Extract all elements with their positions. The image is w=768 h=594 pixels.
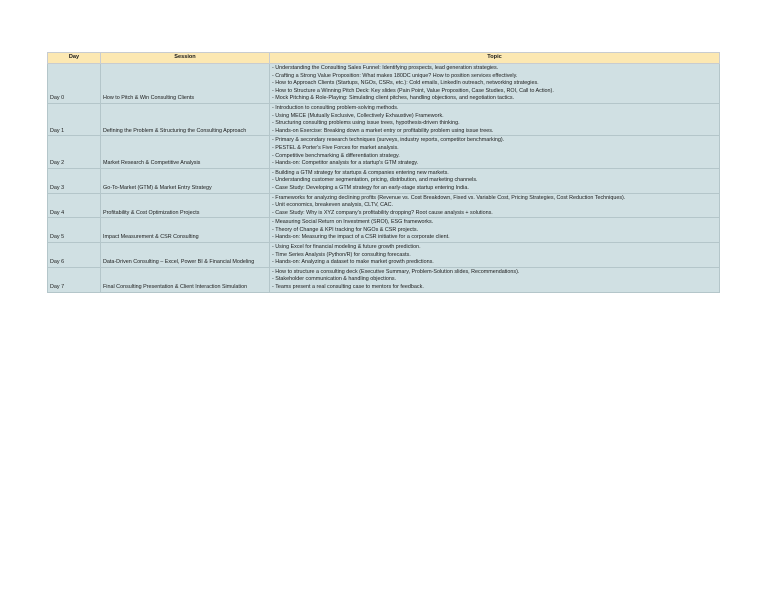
topic-line: - Case Study: Why is XYZ company's profitability dropping? Root cause analysis + solutions. <box>272 209 493 216</box>
session-cell[interactable]: Go-To-Market (GTM) & Market Entry Strategy <box>101 168 270 193</box>
topic-cell[interactable] <box>270 103 720 135</box>
topic-line: - Hands-on: Analyzing a dataset to make market growth predictions. <box>272 259 434 266</box>
session-cell[interactable]: Market Research & Competitive Analysis <box>101 136 270 168</box>
topic-line: - Hands-on: Measuring the impact of a CSR initiative for a corporate client. <box>272 234 450 241</box>
topic-cell[interactable] <box>270 64 720 104</box>
topic-cell[interactable] <box>270 267 720 292</box>
table-row <box>48 103 720 135</box>
topic-line: - Time Series Analysis (Python/R) for consulting forecasts. <box>272 251 411 258</box>
table-body <box>48 64 720 293</box>
day-cell[interactable]: Day 4 <box>48 193 101 218</box>
session-cell[interactable]: Profitability & Cost Optimization Projects <box>101 193 270 218</box>
topic-line: - Using MECE (Mutually Exclusive, Collectively Exhaustive) Framework. <box>272 112 444 119</box>
topic-line: - Frameworks for analyzing declining profits (Revenue vs. Cost Breakdown, Fixed vs. Variable Cost, Pricing Strategies, Cost Reduction Techniques). <box>272 194 626 201</box>
topic-cell[interactable] <box>270 243 720 268</box>
topic-cell[interactable] <box>270 136 720 168</box>
topic-cell[interactable] <box>270 218 720 243</box>
topic-line: - Using Excel for financial modeling & future growth prediction. <box>272 244 421 251</box>
session-cell[interactable]: How to Pitch & Win Consulting Clients <box>101 64 270 104</box>
day-cell[interactable]: Day 5 <box>48 218 101 243</box>
table-row <box>48 243 720 268</box>
topic-line: - Competitive benchmarking & differentiation strategy. <box>272 152 400 159</box>
session-cell[interactable]: Impact Measurement & CSR Consulting <box>101 218 270 243</box>
topic-line: - How to Approach Clients (Startups, NGOs, CSRs, etc.): Cold emails, LinkedIn outreach, networking strategies. <box>272 80 539 87</box>
day-cell[interactable]: Day 7 <box>48 267 101 292</box>
header-session[interactable]: Session <box>101 53 270 64</box>
schedule-table <box>47 52 720 293</box>
topic-cell[interactable] <box>270 168 720 193</box>
topic-line: - Case Study: Developing a GTM strategy for an early-stage startup entering India. <box>272 184 469 191</box>
day-cell[interactable]: Day 0 <box>48 64 101 104</box>
topic-line: - Crafting a Strong Value Proposition: What makes 180DC unique? How to position services effectively. <box>272 72 518 79</box>
topic-line: - Hands-on Exercise: Breaking down a market entry or profitability problem using issue trees. <box>272 127 494 134</box>
topic-cell[interactable] <box>270 193 720 218</box>
topic-line: - How to structure a consulting deck (Executive Summary, Problem-Solution slides, Recommendations). <box>272 268 520 275</box>
day-cell[interactable]: Day 6 <box>48 243 101 268</box>
table-row <box>48 193 720 218</box>
topic-line: - Unit economics, breakeven analysis, CLTV, CAC. <box>272 202 394 209</box>
topic-line: - Building a GTM strategy for startups & companies entering new markets. <box>272 169 449 176</box>
topic-line: - PESTEL & Porter's Five Forces for market analysis. <box>272 144 399 151</box>
topic-line: - How to Structure a Winning Pitch Deck: Key slides (Pain Point, Value Proposition, Case Studies, ROI, Call to Action). <box>272 87 554 94</box>
table-row <box>48 136 720 168</box>
topic-line: - Measuring Social Return on Investment (SROI), ESG frameworks. <box>272 219 434 226</box>
topic-line: - Introduction to consulting problem-solving methods. <box>272 104 399 111</box>
topic-line: - Mock Pitching & Role-Playing: Simulating client pitches, handling objections, and negotiation tactics. <box>272 95 515 102</box>
topic-line: - Stakeholder communication & handling objections. <box>272 276 397 283</box>
table-row <box>48 64 720 104</box>
session-cell[interactable]: Final Consulting Presentation & Client Interaction Simulation <box>101 267 270 292</box>
topic-line: - Structuring consulting problems using issue trees, hypothesis-driven thinking. <box>272 120 460 127</box>
day-cell[interactable]: Day 3 <box>48 168 101 193</box>
topic-line: - Primary & secondary research techniques (surveys, industry reports, competitor benchmarking). <box>272 137 505 144</box>
header-day[interactable]: Day <box>48 53 101 64</box>
topic-line: - Hands-on: Competitor analysis for a startup's GTM strategy. <box>272 160 419 167</box>
session-cell[interactable]: Defining the Problem & Structuring the Consulting Approach <box>101 103 270 135</box>
topic-line: - Understanding customer segmentation, pricing, distribution, and marketing channels. <box>272 177 478 184</box>
topic-line: - Understanding the Consulting Sales Funnel: Identifying prospects, lead generation strategies. <box>272 65 499 71</box>
session-cell[interactable]: Data-Driven Consulting – Excel, Power BI & Financial Modeling <box>101 243 270 268</box>
table-row <box>48 168 720 193</box>
topic-line: - Teams present a real consulting case to mentors for feedback. <box>272 284 424 291</box>
topic-line: - Theory of Change & KPI tracking for NGOs & CSR projects. <box>272 226 419 233</box>
day-cell[interactable]: Day 1 <box>48 103 101 135</box>
table-row <box>48 267 720 292</box>
table-row <box>48 218 720 243</box>
header-row <box>48 53 720 64</box>
header-topic[interactable]: Topic <box>270 53 720 64</box>
day-cell[interactable]: Day 2 <box>48 136 101 168</box>
